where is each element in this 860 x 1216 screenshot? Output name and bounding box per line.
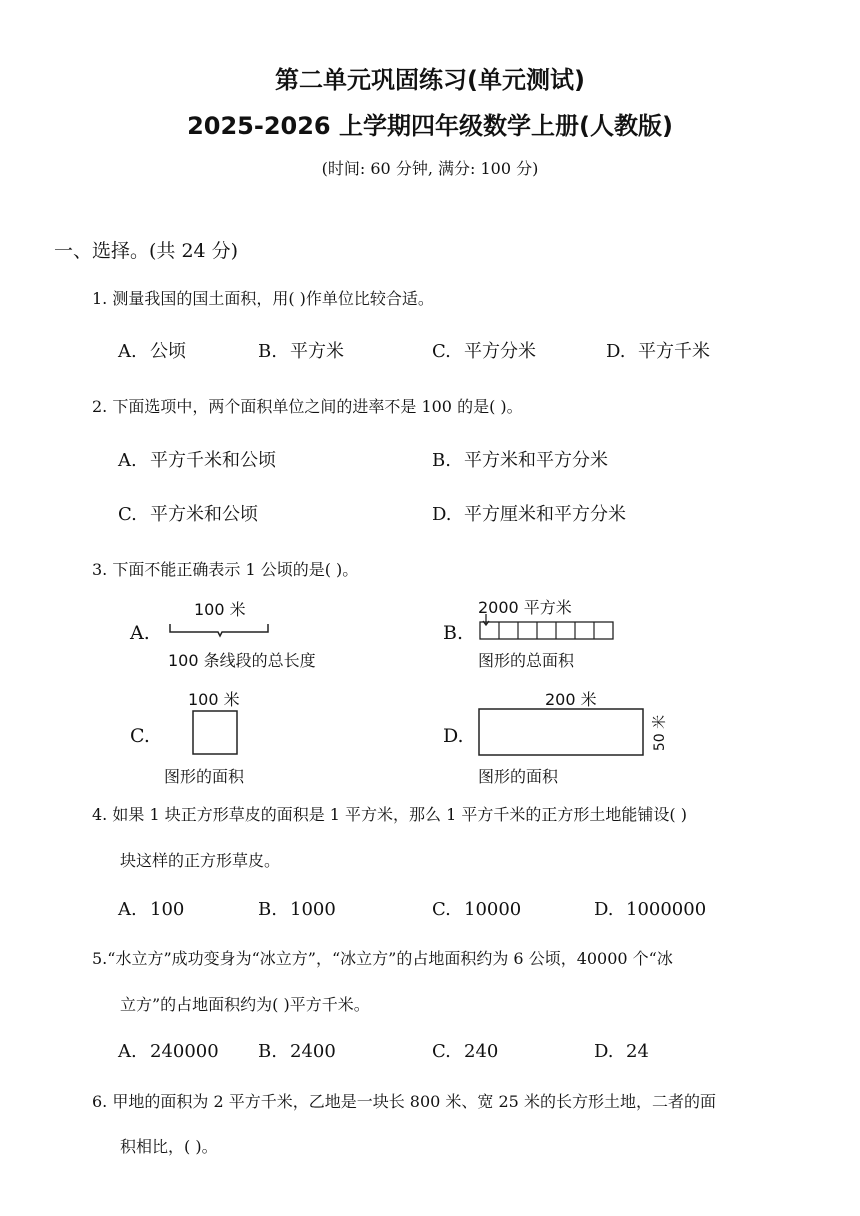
option-letter: D. <box>594 899 614 920</box>
q2-option-b[interactable] <box>432 446 608 472</box>
q3-a-caption: 100 条线段的总长度 <box>168 651 316 670</box>
q4-option-d[interactable] <box>594 899 706 920</box>
question-2: 2. 下面选项中，两个面积单位之间的进率不是 100 的是( )。 <box>92 397 523 416</box>
option-letter: B. <box>432 450 451 471</box>
option-letter: A. <box>118 341 137 362</box>
q5-option-c[interactable] <box>432 1041 498 1062</box>
option-letter: D. <box>606 341 626 362</box>
option-letter: C. <box>432 341 451 362</box>
option-text: 平方千米 <box>638 341 710 362</box>
page-title: 第二单元巩固练习(单元测试) <box>275 66 585 94</box>
q3-b-caption: 图形的总面积 <box>478 651 575 670</box>
section-heading: 一、选择。(共 24 分) <box>54 240 239 262</box>
option-letter: D. <box>594 1041 614 1062</box>
q1-option-a[interactable] <box>118 337 186 363</box>
q1-option-b[interactable] <box>258 337 344 363</box>
rectangle-figure <box>478 708 648 758</box>
question-5-line2: 立方”的占地面积约为( )平方千米。 <box>120 995 370 1014</box>
q5-option-a[interactable] <box>118 1041 219 1062</box>
q5-option-b[interactable] <box>258 1041 336 1062</box>
option-text: 平方米 <box>290 341 344 362</box>
question-1: 1. 测量我国的国土面积，用( )作单位比较合适。 <box>92 289 434 308</box>
q4-option-b[interactable] <box>258 899 336 920</box>
grid-strip-figure <box>478 612 618 642</box>
option-text: 公顷 <box>150 341 186 362</box>
q3-option-a-letter[interactable]: A. <box>130 622 150 644</box>
square-figure <box>192 710 240 756</box>
q4-option-c[interactable] <box>432 899 521 920</box>
option-letter: C. <box>432 899 451 920</box>
q1-option-c[interactable] <box>432 337 536 363</box>
question-3: 3. 下面不能正确表示 1 公顷的是( )。 <box>92 560 359 579</box>
option-text: 24 <box>626 1041 649 1062</box>
option-letter: B. <box>258 341 277 362</box>
q3-b-top-label: 2000 平方米 <box>478 598 572 617</box>
option-text: 2400 <box>290 1041 336 1062</box>
option-text: 平方千米和公顷 <box>150 450 276 471</box>
option-text: 平方米和平方分米 <box>464 450 608 471</box>
q3-option-b-letter[interactable]: B. <box>443 622 464 644</box>
option-text: 平方厘米和平方分米 <box>464 504 626 525</box>
question-6-line1: 6. 甲地的面积为 2 平方千米，乙地是一块长 800 米、宽 25 米的长方形土地，二者的面 <box>92 1092 716 1111</box>
q3-c-caption: 图形的面积 <box>164 767 245 786</box>
q2-option-d[interactable] <box>432 500 626 526</box>
option-text: 平方米和公顷 <box>150 504 258 525</box>
q1-option-d[interactable] <box>606 337 710 363</box>
page-subtitle: 2025-2026 上学期四年级数学上册(人教版) <box>187 112 673 140</box>
question-6-line2: 积相比，( )。 <box>120 1137 218 1156</box>
option-letter: D. <box>432 504 452 525</box>
option-text: 100 <box>150 899 185 920</box>
q3-option-c-letter[interactable]: C. <box>130 725 150 747</box>
question-4-line2: 块这样的正方形草皮。 <box>120 851 281 870</box>
q3-d-side-label: 50 米 <box>652 714 669 752</box>
q3-option-d-letter[interactable]: D. <box>443 725 464 747</box>
exam-meta: (时间: 60 分钟, 满分: 100 分) <box>321 159 539 178</box>
option-letter: C. <box>118 504 137 525</box>
option-letter: A. <box>118 450 137 471</box>
option-text: 1000 <box>290 899 336 920</box>
question-4-line1: 4. 如果 1 块正方形草皮的面积是 1 平方米，那么 1 平方千米的正方形土地能铺设( ) <box>92 805 687 824</box>
question-5-line1: 5.“水立方”成功变身为“冰立方”，“冰立方”的占地面积约为 6 公顷，40000 个“冰 <box>92 949 673 968</box>
q5-option-d[interactable] <box>594 1041 649 1062</box>
q2-option-c[interactable] <box>118 500 258 526</box>
q3-a-top-label: 100 米 <box>194 600 246 619</box>
option-letter: A. <box>118 899 137 920</box>
option-text: 240000 <box>150 1041 219 1062</box>
option-letter: A. <box>118 1041 137 1062</box>
q4-option-a[interactable] <box>118 899 184 920</box>
option-letter: C. <box>432 1041 451 1062</box>
q3-d-side-label-box <box>650 708 668 758</box>
option-text: 240 <box>464 1041 499 1062</box>
option-letter: B. <box>258 1041 277 1062</box>
option-letter: B. <box>258 899 277 920</box>
q3-d-top-label: 200 米 <box>545 690 597 709</box>
option-text: 平方分米 <box>464 341 536 362</box>
q3-c-top-label: 100 米 <box>188 690 240 709</box>
brace-segment-figure <box>168 618 272 640</box>
q2-option-a[interactable] <box>118 446 276 472</box>
option-text: 10000 <box>464 899 522 920</box>
option-text: 1000000 <box>626 899 707 920</box>
q3-d-caption: 图形的面积 <box>478 767 559 786</box>
